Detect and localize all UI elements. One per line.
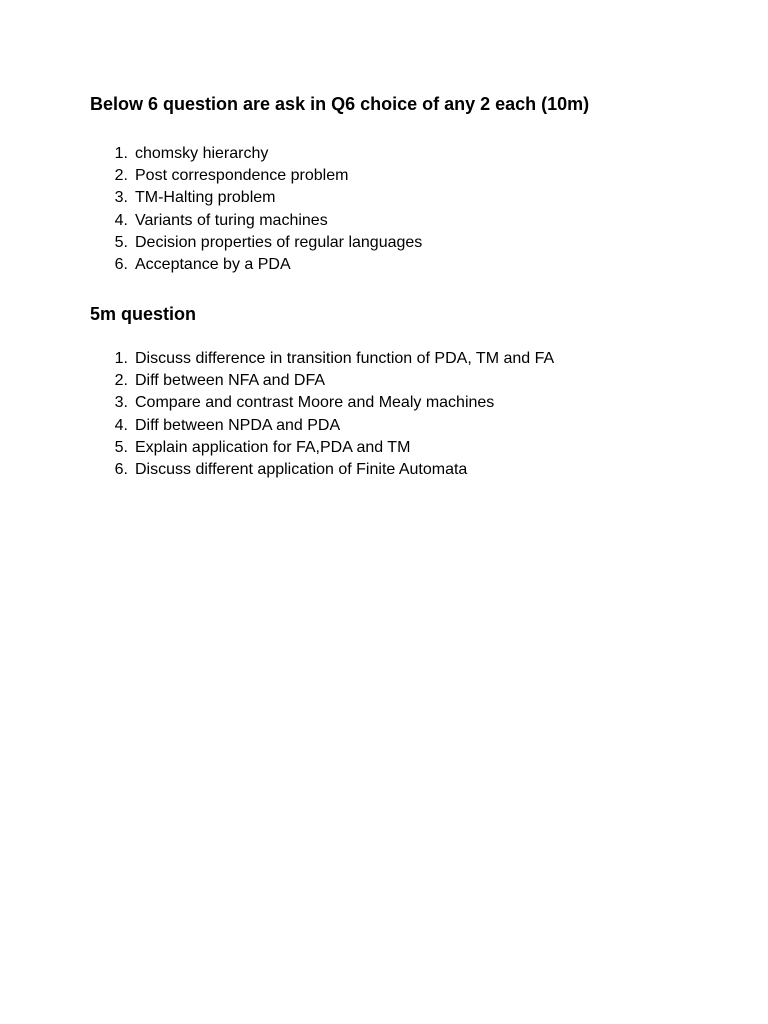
item-number: 4. — [114, 211, 128, 229]
item-text: Acceptance by a PDA — [135, 255, 291, 273]
item-text: Diff between NFA and DFA — [135, 372, 326, 390]
item-number: 1. — [114, 350, 128, 367]
item-text: Decision properties of regular languages — [135, 233, 423, 251]
item-number: 2. — [114, 372, 128, 390]
section-two-heading: 5m question — [90, 304, 197, 324]
item-number: 2. — [114, 167, 128, 185]
section-one-heading: Below 6 question are ask in Q6 choice of any 2 each (10m) — [90, 94, 590, 114]
item-text: Discuss different application of Finite Automata — [135, 460, 468, 478]
item-text: Variants of turing machines — [135, 211, 328, 229]
item-text: TM-Halting problem — [135, 189, 276, 207]
item-text: Discuss difference in transition function of PDA, TM and FA — [135, 350, 555, 367]
item-number: 6. — [114, 255, 128, 273]
item-text: Post correspondence problem — [135, 167, 349, 185]
item-number: 5. — [114, 233, 128, 251]
item-number: 1. — [114, 145, 128, 162]
item-text: chomsky hierarchy — [135, 145, 269, 162]
item-text: Compare and contrast Moore and Mealy machines — [135, 394, 495, 412]
item-number: 6. — [114, 460, 128, 478]
item-number: 3. — [114, 189, 128, 207]
item-number: 4. — [114, 416, 128, 434]
item-number: 5. — [114, 438, 128, 456]
item-number: 3. — [114, 394, 128, 412]
item-text: Explain application for FA,PDA and TM — [135, 438, 411, 456]
item-text: Diff between NPDA and PDA — [135, 416, 341, 434]
